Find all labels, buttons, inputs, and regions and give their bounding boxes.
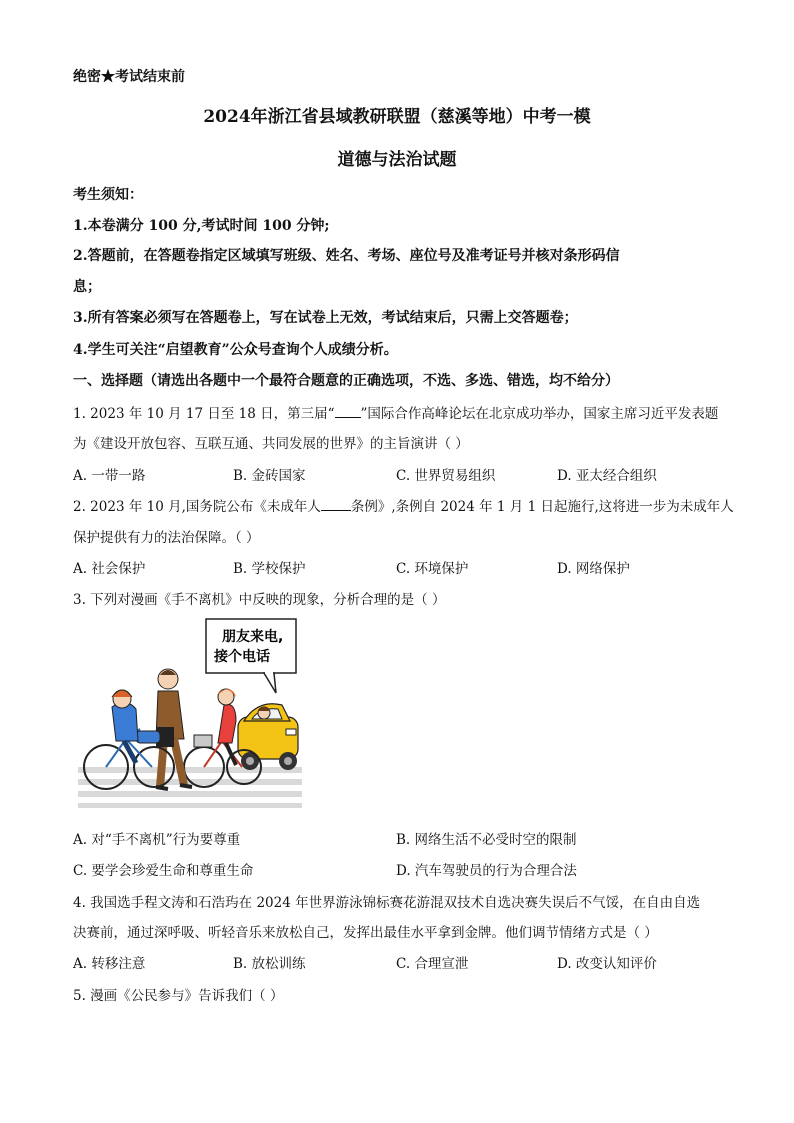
secret-label: 绝密★考试结束前 bbox=[73, 69, 185, 85]
option-a: A. 一带一路 bbox=[73, 468, 146, 484]
notice-item: 4.学生可关注“启望教育”公众号查询个人成绩分析。 bbox=[73, 342, 398, 358]
option-b: B. 网络生活不必受时空的限制 bbox=[396, 832, 577, 848]
option-c: C. 环境保护 bbox=[396, 561, 469, 577]
option-c: C. 要学会珍爱生命和尊重生命 bbox=[73, 863, 254, 879]
option-b: B. 放松训练 bbox=[233, 956, 306, 972]
option-d: D. 亚太经合组织 bbox=[557, 468, 657, 484]
option-d: D. 汽车驾驶员的行为合理合法 bbox=[396, 863, 577, 879]
notice-heading: 考生须知： bbox=[73, 187, 143, 203]
section-heading: 一、选择题（请选出各题中一个最符合题意的正确选项，不选、多选、错选，均不给分） bbox=[73, 373, 619, 389]
notice-item: 3.所有答案必须写在答题卷上，写在试卷上无效，考试结束后，只需上交答题卷； bbox=[73, 310, 578, 326]
notice-item: 2.答题前，在答题卷指定区域填写班级、姓名、考场、座位号及准考证号并核对条形码信 bbox=[73, 248, 620, 264]
answer-blank bbox=[335, 405, 361, 418]
option-b: B. 金砖国家 bbox=[233, 468, 306, 484]
option-a: A. 社会保护 bbox=[73, 561, 146, 577]
question-5-line-1: 5. 漫画《公民参与》告诉我们（ ） bbox=[73, 988, 284, 1004]
cartoon-phone-addiction bbox=[76, 617, 306, 809]
bubble-text-2: 接个电话 bbox=[214, 649, 270, 665]
question-4-line-1: 4. 我国选手程文涛和石浩玙在 2024 年世界游泳锦标赛花游混双技术自选决赛失误后不气馁，在自由自选 bbox=[73, 895, 701, 911]
exam-subtitle: 道德与法治试题 bbox=[337, 150, 457, 170]
option-c: C. 合理宣泄 bbox=[396, 956, 469, 972]
question-2-line-1: 2. 2023 年 10 月,国务院公布《未成年人 条例》,条例自 2024 年 1 月 1 日起施行,这将进一步为未成年人 bbox=[73, 499, 734, 515]
bubble-text-1: 朋友来电, bbox=[222, 629, 284, 645]
question-4-line-2: 决赛前，通过深呼吸、听轻音乐来放松自己，发挥出最佳水平拿到金牌。他们调节情绪方式是（ ） bbox=[73, 925, 658, 941]
question-1-line-1: 1. 2023 年 10 月 17 日至 18 日，第三届“ ”国际合作高峰论坛在北京成功举办，国家主席习近平发表题 bbox=[73, 406, 719, 422]
option-b: B. 学校保护 bbox=[233, 561, 306, 577]
question-3-line-1: 3. 下列对漫画《手不离机》中反映的现象，分析合理的是（ ） bbox=[73, 592, 446, 608]
answer-blank bbox=[321, 498, 351, 511]
exam-title: 2024年浙江省县域教研联盟（慈溪等地）中考一模 bbox=[203, 107, 591, 127]
option-c: C. 世界贸易组织 bbox=[396, 468, 496, 484]
option-d: D. 改变认知评价 bbox=[557, 956, 657, 972]
notice-item: 息； bbox=[73, 279, 101, 295]
option-d: D. 网络保护 bbox=[557, 561, 630, 577]
option-a: A. 转移注意 bbox=[73, 956, 146, 972]
option-a: A. 对“手不离机”行为要尊重 bbox=[73, 832, 241, 848]
question-1-line-2: 为《建设开放包容、互联互通、共同发展的世界》的主旨演讲（ ） bbox=[73, 436, 469, 452]
notice-item: 1.本卷满分 100 分,考试时间 100 分钟; bbox=[73, 218, 330, 234]
question-2-line-2: 保护提供有力的法治保障。（ ） bbox=[73, 530, 260, 546]
